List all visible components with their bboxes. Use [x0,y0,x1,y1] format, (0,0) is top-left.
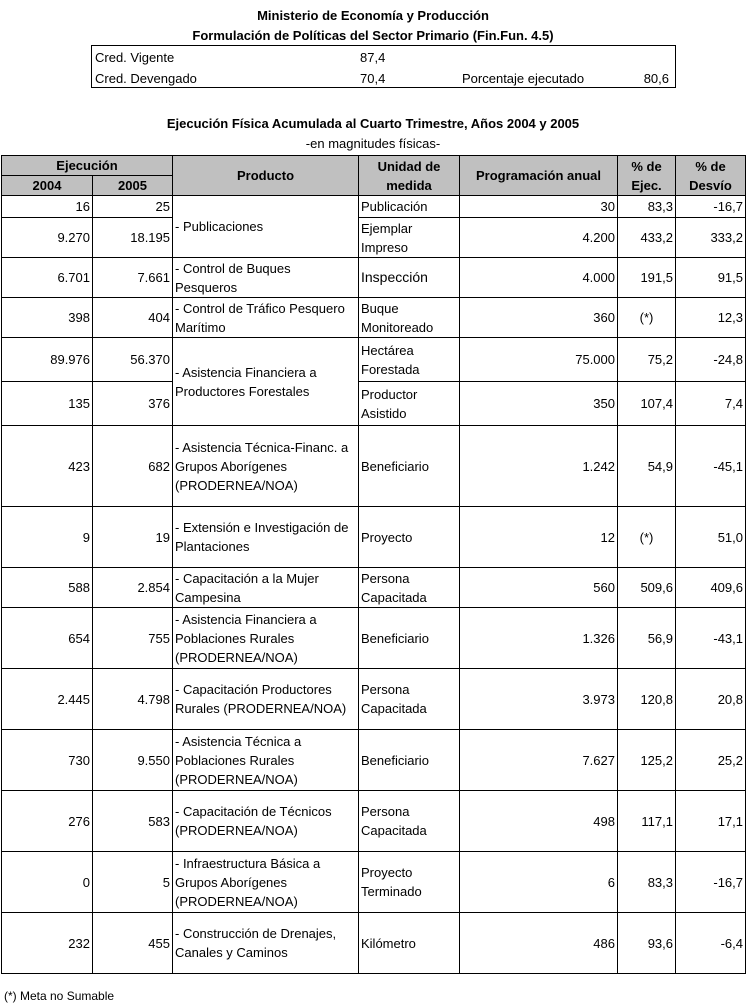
header-pct-desvio: % de Desvío [676,156,746,196]
cell-pct-ejec: 433,2 [618,218,676,258]
cell-2005: 19 [93,507,173,568]
cell-2004: 89.976 [2,338,93,382]
cell-2004: 0 [2,852,93,913]
cell-2004: 654 [2,608,93,669]
cell-producto: - Infraestructura Básica a Grupos Aborígenes (PRODERNEA/NOA) [173,852,359,913]
cell-programacion: 486 [460,913,618,974]
cell-programacion: 3.973 [460,669,618,730]
header-unidad: Unidad de medida [359,156,460,196]
cell-2004: 2.445 [2,669,93,730]
credit-vigente-label: Cred. Vigente [95,50,175,65]
cell-pct-desvio: -6,4 [676,913,746,974]
cell-2004: 9 [2,507,93,568]
cell-producto: - Control de Tráfico Pesquero Marítimo [173,298,359,338]
cell-programacion: 6 [460,852,618,913]
cell-pct-desvio: 51,0 [676,507,746,568]
cell-2005: 7.661 [93,258,173,298]
cell-2004: 9.270 [2,218,93,258]
cell-pct-desvio: -16,7 [676,196,746,218]
cell-2004: 423 [2,426,93,507]
cell-programacion: 12 [460,507,618,568]
table-row [2,568,746,608]
cell-pct-desvio: -24,8 [676,338,746,382]
cell-pct-desvio: 25,2 [676,730,746,791]
table-row [2,218,746,258]
table-row [2,669,746,730]
cell-pct-ejec: 117,1 [618,791,676,852]
cell-2005: 404 [93,298,173,338]
cell-2004: 398 [2,298,93,338]
header-programacion: Programación anual [460,156,618,196]
cell-pct-ejec: 93,6 [618,913,676,974]
cell-unidad: Beneficiario [359,426,460,507]
cell-2005: 755 [93,608,173,669]
cell-programacion: 498 [460,791,618,852]
cell-unidad: Persona Capacitada [359,669,460,730]
cell-pct-desvio: 7,4 [676,382,746,426]
cell-producto: - Asistencia Técnica a Poblaciones Rurales (PRODERNEA/NOA) [173,730,359,791]
header-pct-ejec: % de Ejec. [618,156,676,196]
cell-pct-ejec: 83,3 [618,852,676,913]
cell-programacion: 560 [460,568,618,608]
cell-pct-ejec: 54,9 [618,426,676,507]
cell-pct-ejec: 191,5 [618,258,676,298]
cell-2005: 4.798 [93,669,173,730]
cell-2005: 56.370 [93,338,173,382]
cell-pct-ejec: 107,4 [618,382,676,426]
cell-pct-desvio: 409,6 [676,568,746,608]
cell-unidad: Beneficiario [359,608,460,669]
cell-unidad: Ejemplar Impreso [359,218,460,258]
table-row [2,852,746,913]
cell-2004: 232 [2,913,93,974]
cell-2004: 730 [2,730,93,791]
ministry-title: Ministerio de Economía y Producción [257,8,489,23]
cell-producto: - Construcción de Drenajes, Canales y Caminos [173,913,359,974]
cell-unidad: Proyecto Terminado [359,852,460,913]
table-row [2,426,746,507]
cell-programacion: 350 [460,382,618,426]
cell-pct-ejec: 509,6 [618,568,676,608]
table-row [2,730,746,791]
cell-programacion: 1.326 [460,608,618,669]
cell-producto: - Asistencia Financiera a Poblaciones Rurales (PRODERNEA/NOA) [173,608,359,669]
table-row [2,608,746,669]
percentage-label: Porcentaje ejecutado [462,71,585,86]
cell-pct-desvio: 20,8 [676,669,746,730]
cell-producto: - Asistencia Financiera a Productores Forestales [173,338,359,426]
cell-pct-desvio: 17,1 [676,791,746,852]
cell-producto: - Publicaciones [173,196,359,258]
cell-2005: 18.195 [93,218,173,258]
credit-devengado-value: 70,4 [360,71,386,86]
percentage-value: 80,6 [643,71,669,86]
credit-devengado-label: Cred. Devengado [95,71,197,86]
cell-2004: 588 [2,568,93,608]
credit-summary-box [91,45,676,88]
cell-programacion: 30 [460,196,618,218]
cell-programacion: 1.242 [460,426,618,507]
cell-unidad: Publicación [359,196,460,218]
header-ejecucion: Ejecución [2,156,173,176]
cell-2004: 6.701 [2,258,93,298]
cell-pct-ejec: 56,9 [618,608,676,669]
cell-producto: - Capacitación a la Mujer Campesina [173,568,359,608]
cell-unidad: Buque Monitoreado [359,298,460,338]
table-row [2,791,746,852]
cell-pct-ejec: 75,2 [618,338,676,382]
cell-2005: 5 [93,852,173,913]
cell-2004: 16 [2,196,93,218]
cell-programacion: 360 [460,298,618,338]
cell-unidad: Proyecto [359,507,460,568]
footnote: (*) Meta no Sumable [4,989,115,1003]
table-row [2,913,746,974]
cell-unidad: Hectárea Forestada [359,338,460,382]
table-row [2,382,746,426]
execution-table [1,155,746,974]
cell-pct-desvio: 333,2 [676,218,746,258]
table-subtitle: -en magnitudes físicas- [305,136,441,151]
cell-pct-ejec: (*) [618,298,676,338]
cell-producto: - Capacitación Productores Rurales (PRODERNEA/NOA) [173,669,359,730]
cell-producto: - Extensión e Investigación de Plantaciones [173,507,359,568]
cell-programacion: 4.200 [460,218,618,258]
cell-pct-desvio: -45,1 [676,426,746,507]
cell-2004: 135 [2,382,93,426]
cell-pct-ejec: (*) [618,507,676,568]
cell-pct-ejec: 125,2 [618,730,676,791]
cell-2004: 276 [2,791,93,852]
cell-producto: - Capacitación de Técnicos (PRODERNEA/NOA) [173,791,359,852]
cell-producto: - Asistencia Técnica-Financ. a Grupos Aborígenes (PRODERNEA/NOA) [173,426,359,507]
table-row [2,298,746,338]
cell-2005: 2.854 [93,568,173,608]
table-title: Ejecución Física Acumulada al Cuarto Trimestre, Años 2004 y 2005 [166,116,580,131]
cell-programacion: 7.627 [460,730,618,791]
cell-unidad: Beneficiario [359,730,460,791]
header-2004: 2004 [2,176,93,196]
cell-2005: 9.550 [93,730,173,791]
cell-2005: 25 [93,196,173,218]
cell-pct-desvio: 91,5 [676,258,746,298]
table-row [2,196,746,218]
header-producto: Producto [173,156,359,196]
cell-pct-ejec: 120,8 [618,669,676,730]
table-row [2,338,746,382]
cell-producto: - Control de Buques Pesqueros [173,258,359,298]
cell-unidad: Persona Capacitada [359,568,460,608]
program-title: Formulación de Políticas del Sector Primario (Fin.Fun. 4.5) [192,28,554,43]
credit-vigente-value: 87,4 [360,50,386,65]
cell-programacion: 4.000 [460,258,618,298]
cell-unidad: Kilómetro [359,913,460,974]
cell-pct-desvio: 12,3 [676,298,746,338]
cell-pct-ejec: 83,3 [618,196,676,218]
cell-2005: 376 [93,382,173,426]
cell-2005: 455 [93,913,173,974]
cell-pct-desvio: -16,7 [676,852,746,913]
table-row [2,507,746,568]
cell-2005: 682 [93,426,173,507]
header-2005: 2005 [93,176,173,196]
cell-unidad: Productor Asistido [359,382,460,426]
cell-unidad: Inspección [359,258,460,298]
table-row [2,258,746,298]
cell-2005: 583 [93,791,173,852]
cell-pct-desvio: -43,1 [676,608,746,669]
cell-unidad: Persona Capacitada [359,791,460,852]
cell-programacion: 75.000 [460,338,618,382]
